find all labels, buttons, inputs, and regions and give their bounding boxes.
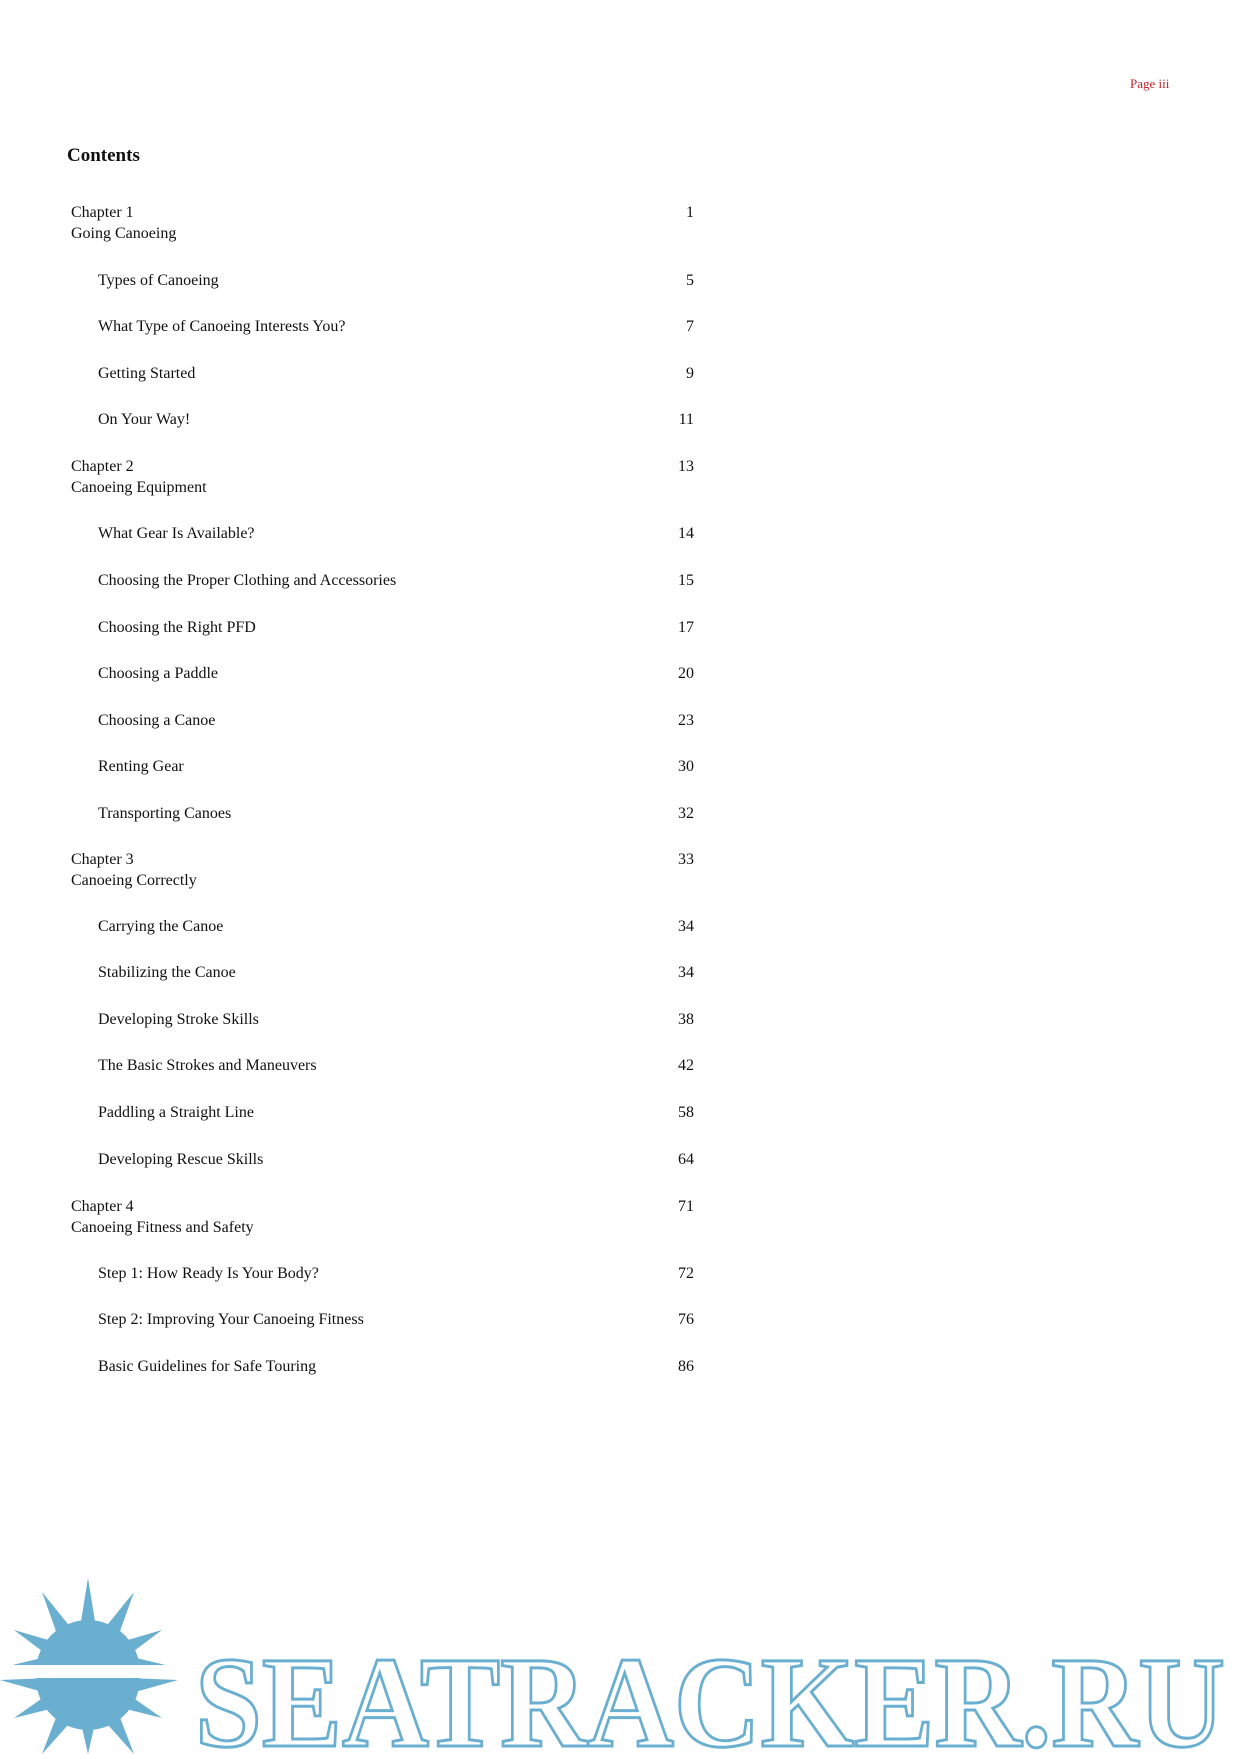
toc-page-number: 76: [678, 1311, 694, 1328]
section-title: Paddling a Straight Line: [98, 1104, 254, 1121]
toc-page-number: 15: [678, 572, 694, 589]
section-title: Step 1: How Ready Is Your Body?: [98, 1265, 319, 1282]
toc-page-number: 34: [678, 918, 694, 935]
section-title: Step 2: Improving Your Canoeing Fitness: [98, 1311, 364, 1328]
toc-page-number: 33: [678, 851, 694, 868]
chapter-label: Chapter 3: [71, 851, 134, 868]
chapter-subtitle: Canoeing Equipment: [71, 479, 207, 496]
toc-page-number: 38: [678, 1011, 694, 1028]
watermark-logo: [0, 1560, 1239, 1754]
toc-page-number: 1: [686, 204, 694, 221]
watermark-text: SEATRACKER.RU: [195, 1631, 1225, 1754]
section-title: Stabilizing the Canoe: [98, 964, 236, 981]
toc-page-number: 72: [678, 1265, 694, 1282]
section-title: The Basic Strokes and Maneuvers: [98, 1057, 317, 1074]
toc-page-number: 42: [678, 1057, 694, 1074]
section-title: Getting Started: [98, 365, 196, 382]
chapter-subtitle: Going Canoeing: [71, 225, 177, 242]
section-title: Choosing the Proper Clothing and Accessories: [98, 572, 397, 589]
section-title: Transporting Canoes: [98, 805, 232, 822]
section-title: Developing Rescue Skills: [98, 1151, 264, 1168]
toc-page-number: 86: [678, 1358, 694, 1375]
chapter-subtitle: Canoeing Fitness and Safety: [71, 1219, 254, 1236]
toc-page-number: 5: [686, 272, 694, 289]
toc-page-number: 71: [678, 1198, 694, 1215]
section-title: What Type of Canoeing Interests You?: [98, 318, 346, 335]
sun-icon: [0, 1578, 178, 1754]
toc-page-number: 32: [678, 805, 694, 822]
chapter-subtitle: Canoeing Correctly: [71, 872, 197, 889]
toc-page-number: 17: [678, 619, 694, 636]
section-title: Choosing the Right PFD: [98, 619, 256, 636]
toc-page-number: 9: [686, 365, 694, 382]
toc-page-number: 11: [678, 411, 694, 428]
toc-page-number: 34: [678, 964, 694, 981]
section-title: Renting Gear: [98, 758, 184, 775]
section-title: Developing Stroke Skills: [98, 1011, 259, 1028]
section-title: Types of Canoeing: [98, 272, 219, 289]
toc-page-number: 64: [678, 1151, 694, 1168]
watermark-svg: [0, 1560, 1239, 1754]
toc-page-number: 30: [678, 758, 694, 775]
page-number: Page iii: [1130, 76, 1170, 91]
chapter-label: Chapter 1: [71, 204, 134, 221]
section-title: What Gear Is Available?: [98, 525, 255, 542]
toc-page-number: 14: [678, 525, 694, 542]
contents-heading: Contents: [67, 145, 140, 166]
section-title: Choosing a Paddle: [98, 665, 218, 682]
chapter-label: Chapter 2: [71, 458, 134, 475]
toc-page-number: 13: [678, 458, 694, 475]
toc-page-number: 20: [678, 665, 694, 682]
toc-page-number: 23: [678, 712, 694, 729]
section-title: On Your Way!: [98, 411, 191, 428]
section-title: Choosing a Canoe: [98, 712, 216, 729]
chapter-label: Chapter 4: [71, 1198, 134, 1215]
section-title: Basic Guidelines for Safe Touring: [98, 1358, 317, 1375]
section-title: Carrying the Canoe: [98, 918, 224, 935]
toc-page-number: 58: [678, 1104, 694, 1121]
toc-page-number: 7: [686, 318, 694, 335]
